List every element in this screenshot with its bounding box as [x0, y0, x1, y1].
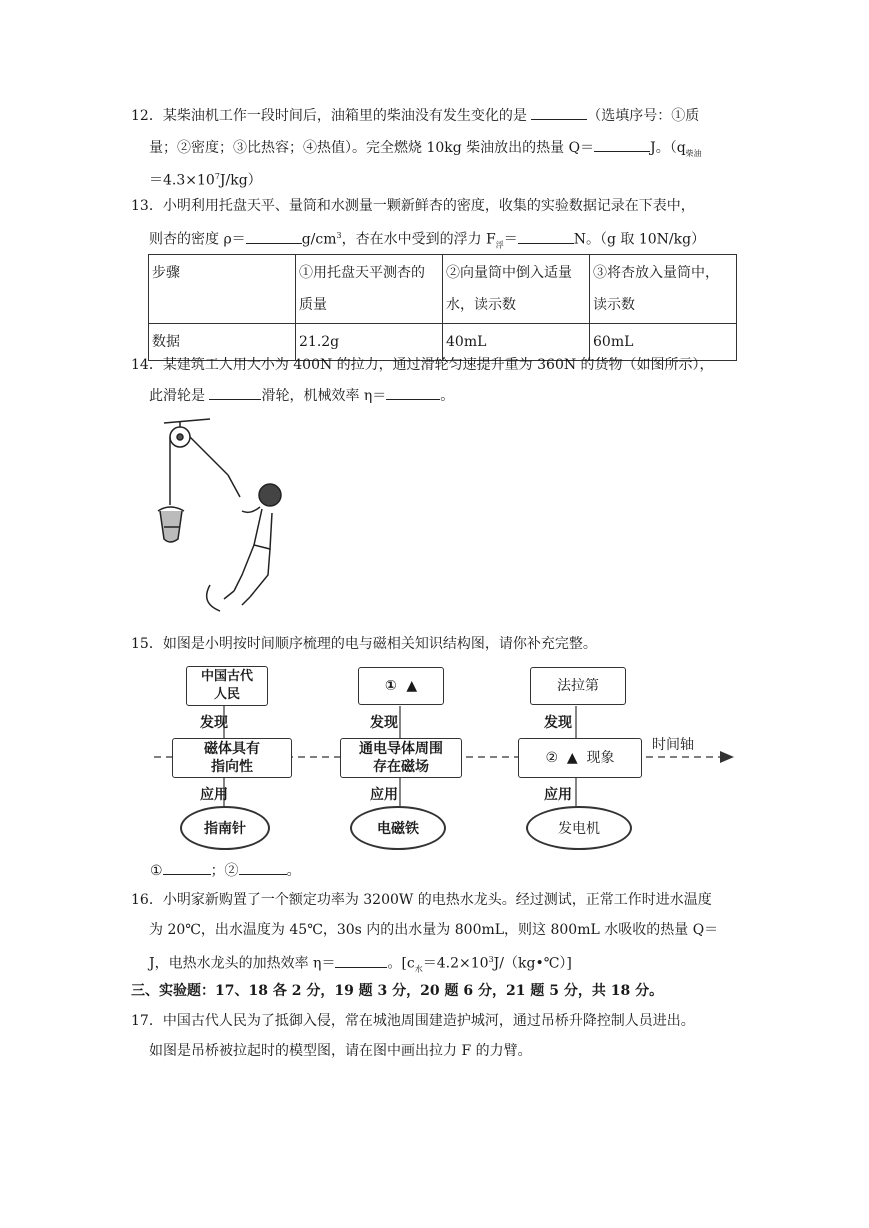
q12-text-e: ＝4.3×10 — [149, 172, 215, 189]
cell-text: ②向量筒中倒入适量 — [446, 265, 572, 281]
oval-text: 电磁铁 — [377, 821, 419, 837]
q16-line3 — [149, 950, 572, 979]
cell-text: ③将杏放入量筒中， — [593, 265, 719, 281]
section-3-heading: 三、实验题：17、18 各 2 分，19 题 3 分，20 题 6 分，21 题 5 分，共 18 分。 — [131, 983, 664, 999]
q17-text-b: 如图是吊桥被拉起时的模型图，请在图中画出拉力 F 的力臂。 — [149, 1043, 532, 1059]
q16-text-a: 16．小明家新购置了一个额定功率为 3200W 的电热水龙头。经过测试，正常工作时进水温度 — [131, 892, 712, 908]
q15-ans-b: ；② — [210, 863, 239, 879]
q15-ans-c: 。 — [286, 863, 301, 879]
oval-text: 发电机 — [558, 821, 600, 837]
cell-text: 水，读示数 — [446, 297, 516, 313]
q16-sub: 水 — [414, 964, 423, 974]
discoverer-box-blank-1[interactable] — [358, 667, 444, 705]
box-text: 法拉第 — [557, 678, 599, 694]
q15-answer-line — [150, 860, 301, 881]
q13-text-a: 13．小明利用托盘天平、量筒和水测量一颗新鲜杏的密度，收集的实验数据记录在下表中， — [131, 198, 695, 214]
label-apply-3: 应用 — [544, 787, 572, 803]
cell-text: 步骤 — [152, 265, 180, 281]
q14-text-d: 。 — [440, 388, 455, 404]
label-discover-2: 发现 — [370, 715, 398, 731]
q15-ans-a: ① — [150, 863, 163, 879]
box-text: ② ▲ 现象 — [545, 750, 615, 766]
application-oval-electromagnet — [350, 806, 446, 850]
box-text: 磁体具有 指向性 — [204, 741, 260, 775]
cell-text: 质量 — [299, 297, 327, 313]
cell-text: ①用托盘天平测杏的 — [299, 265, 425, 281]
box-text: 中国古代 人民 — [200, 669, 253, 702]
box-text: 通电导体周围 存在磁场 — [359, 741, 443, 775]
q14-text-a: 14．某建筑工人用大小为 400N 的拉力，通过滑轮匀速提升重为 360N 的货物（如图所示）， — [131, 357, 714, 373]
oval-text: 指南针 — [204, 821, 246, 837]
q15-blank-1[interactable] — [163, 860, 211, 875]
q17-line2 — [149, 1041, 532, 1061]
q17-line1 — [131, 1011, 695, 1031]
cell-text: 21.2g — [299, 334, 340, 350]
q13-text-c: g/cm — [301, 231, 337, 248]
q15-text: 15．如图是小明按时间顺序梳理的电与磁相关知识结构图，请你补充完整。 — [131, 636, 597, 652]
cell-text: 40mL — [446, 334, 487, 350]
q13-text-e: ＝ — [503, 231, 518, 248]
phenomenon-box-blank-2[interactable] — [518, 738, 642, 778]
cell-text: 读示数 — [593, 297, 635, 313]
q16-text-f: J/（kg•℃）] — [493, 955, 572, 972]
label-discover-3: 发现 — [544, 715, 572, 731]
q16-text-c: J，电热水龙头的加热效率 η＝ — [149, 955, 336, 972]
q12-text-c: 量；②密度；③比热容；④热值）。完全燃烧 10kg 柴油放出的热量 Q＝ — [149, 140, 595, 156]
cell-text: 数据 — [152, 334, 180, 350]
phenomenon-box-current-magnetic-field — [340, 738, 462, 778]
discoverer-box-faraday — [530, 667, 626, 705]
q16-blank-2[interactable] — [335, 953, 387, 968]
q16-line2 — [149, 920, 718, 940]
cell-text: 60mL — [593, 334, 634, 350]
q13-text-b: 则杏的密度 ρ＝ — [149, 231, 246, 248]
label-discover-1: 发现 — [200, 715, 228, 731]
q13-text-d: ，杏在水中受到的浮力 F — [341, 231, 496, 248]
q14-text-b: 此滑轮是 — [149, 388, 205, 404]
label-apply-2: 应用 — [370, 787, 398, 803]
q16-text-d: 。[c — [387, 955, 415, 972]
label-apply-1: 应用 — [200, 787, 228, 803]
q12-sub: 柴油 — [685, 148, 702, 158]
q14-text-c: 滑轮，机械效率 η＝ — [261, 388, 387, 404]
q15-blank-2[interactable] — [239, 860, 287, 875]
q16-text-b: 为 20℃，出水温度为 45℃，30s 内的出水量为 800mL，则这 800mL 水吸收的热量 Q＝ — [149, 922, 719, 938]
q13-text-f: N。（g 取 10N/kg） — [573, 231, 706, 248]
q12-text-b: （选填序号：①质 — [587, 108, 700, 124]
q13-sup: 3 — [336, 231, 342, 240]
application-oval-compass — [180, 806, 270, 850]
q16-line1 — [131, 890, 712, 910]
q12-text-a: 12．某柴油机工作一段时间后，油箱里的柴油没有发生变化的是 — [131, 108, 527, 124]
q12-sup: 7 — [214, 172, 220, 181]
q17-text-a: 17．中国古代人民为了抵御入侵，常在城池周围建造护城河，通过吊桥升降控制人员进出。 — [131, 1013, 695, 1029]
application-oval-generator — [526, 806, 632, 850]
q13-sub: 浮 — [495, 240, 504, 250]
q16-sup: 3 — [488, 955, 494, 964]
box-text: ① ▲ — [384, 678, 418, 694]
phenomenon-box-magnet-direction — [172, 738, 292, 778]
q16-text-e: ＝4.2×10 — [422, 955, 489, 972]
discoverer-box-ancient-people — [186, 666, 268, 706]
time-axis-label: 时间轴 — [652, 737, 694, 753]
q12-text-f: J/kg） — [219, 172, 262, 189]
q12-text-d: J。（q — [650, 140, 686, 156]
